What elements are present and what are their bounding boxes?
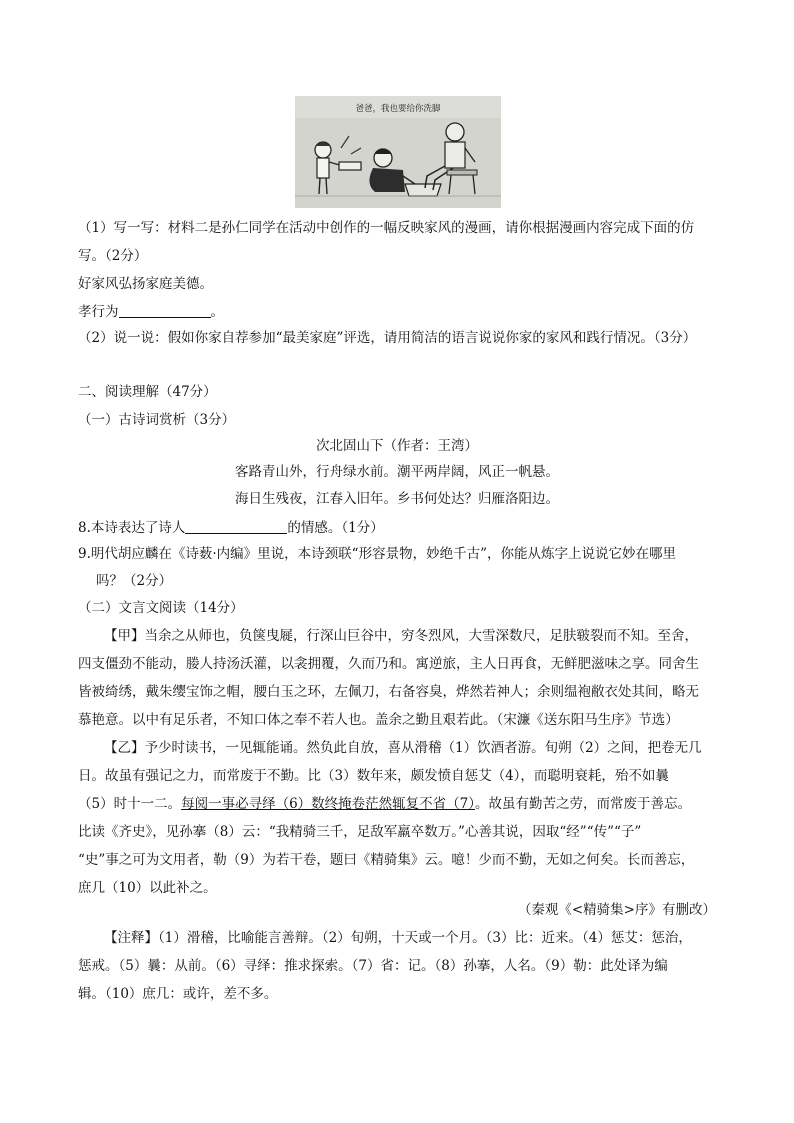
fill-prefix: 孝行为 — [78, 304, 119, 320]
yi-line-underlined — [78, 794, 691, 814]
q2-question: （2）说一说：假如你家自荐参加“最美家庭”评选，请用简洁的语言说说你家的家风和践行情况。（3分） — [78, 330, 697, 346]
jia-line: 【甲】当余之从师也，负箧曳屣，行深山巨谷中，穷冬烈风，大雪深数尺，足肤皲裂而不知。至舍， — [104, 628, 698, 644]
cartoon-drawing — [295, 96, 501, 208]
q9-line1: 9.明代胡应麟在《诗薮·内编》里说，本诗颈联“形容景物，妙绝千古”，你能从炼字上说说它妙在哪里 — [78, 546, 676, 562]
section2-title: 二、阅读理解（47分） — [78, 384, 217, 400]
answer-blank[interactable] — [119, 303, 211, 318]
fill-suffix: 。 — [210, 304, 224, 320]
notes-line: 【注释】（1）滑稽，比喻能言善辩。（2）旬朔，十天或一个月。（3）比：近来。（4）惩艾：惩治， — [104, 930, 692, 946]
q8-question — [78, 518, 384, 538]
jia-line: 慕艳意。以中有足乐者，不知口体之奉不若人也。盖余之勤且艰若此。（宋濂《送东阳马生序》节选） — [78, 712, 679, 728]
poem-line2: 海日生残夜，江春入旧年。乡书何处达？归雁洛阳边。 — [235, 491, 559, 507]
part2-title: （二）文言文阅读（14分） — [78, 600, 244, 616]
q8-prefix: 8.本诗表达了诗人 — [78, 520, 186, 536]
part1-title: （一）古诗词赏析（3分） — [78, 412, 236, 428]
poem-title: 次北固山下（作者：王湾） — [316, 438, 478, 454]
cartoon-caption: 爸爸，我也要给你洗脚 — [355, 104, 441, 114]
q8-suffix: 的情感。（1分） — [287, 520, 384, 536]
yi-line-end: 。故虽有勤苦之劳，而常废于善忘。 — [475, 796, 692, 812]
q1-line2: 写。（2分） — [78, 248, 148, 264]
yi-line: 庶几（10）以此补之。 — [78, 880, 217, 896]
yi-source: （秦观《<精骑集>序》有删改） — [517, 902, 716, 918]
notes-line: 惩戒。（5）曩：从前。（6）寻绎：推求探索。（7）省：记。（8）孙搴，人名。（9）勒：此处译为编 — [78, 958, 668, 974]
q9-line2: 吗？（2分） — [96, 573, 173, 589]
fill-sentence — [78, 302, 224, 322]
q1-line1: （1）写一写：材料二是孙仁同学在活动中创作的一幅反映家风的漫画，请你根据漫画内容完成下面的仿 — [78, 220, 695, 236]
jia-line: 皆被绮绣，戴朱缨宝饰之帽，腰白玉之环，左佩刀，右备容臭，烨然若神人；余则缊袍敝衣处其间，略无 — [78, 684, 699, 700]
notes-line: 辑。（10）庶几：或许，差不多。 — [78, 986, 278, 1002]
yi-line: “史”事之可为文用者，勒（9）为若干卷，题曰《精骑集》云。噫！少而不勤，无如之何矣。长而善忘， — [78, 852, 695, 868]
yi-line: 【乙】予少时读书，一见辄能诵。然负此自放，喜从滑稽（1）饮酒者游。旬朔（2）之间，把卷无几 — [104, 740, 702, 756]
yi-line: 日。故虽有强记之力，而常废于不勤。比（3）数年来，颇发愤自惩艾（4），而聪明衰耗，殆不如曩 — [78, 768, 669, 784]
yi-line-start: （5）时十一二。 — [78, 796, 182, 812]
poem-line1: 客路青山外，行舟绿水前。潮平两岸阔，风正一帆悬。 — [235, 464, 559, 480]
example-sentence: 好家风弘扬家庭美德。 — [78, 276, 213, 292]
family-cartoon — [295, 96, 501, 208]
underlined-sentence: 每阅一事必寻绎（6）数终掩卷茫然辄复不省（7） — [181, 796, 476, 812]
yi-line: 比读《齐史》，见孙搴（8）云：“我精骑三千，足敌军羸卒数万。”心善其说，因取“经”“传”“子” — [78, 824, 642, 840]
q8-blank[interactable] — [185, 519, 287, 534]
jia-line: 四支僵劲不能动，媵人持汤沃灌，以衾拥覆，久而乃和。寓逆旅，主人日再食，无鲜肥滋味之享。同舍生 — [78, 656, 699, 672]
